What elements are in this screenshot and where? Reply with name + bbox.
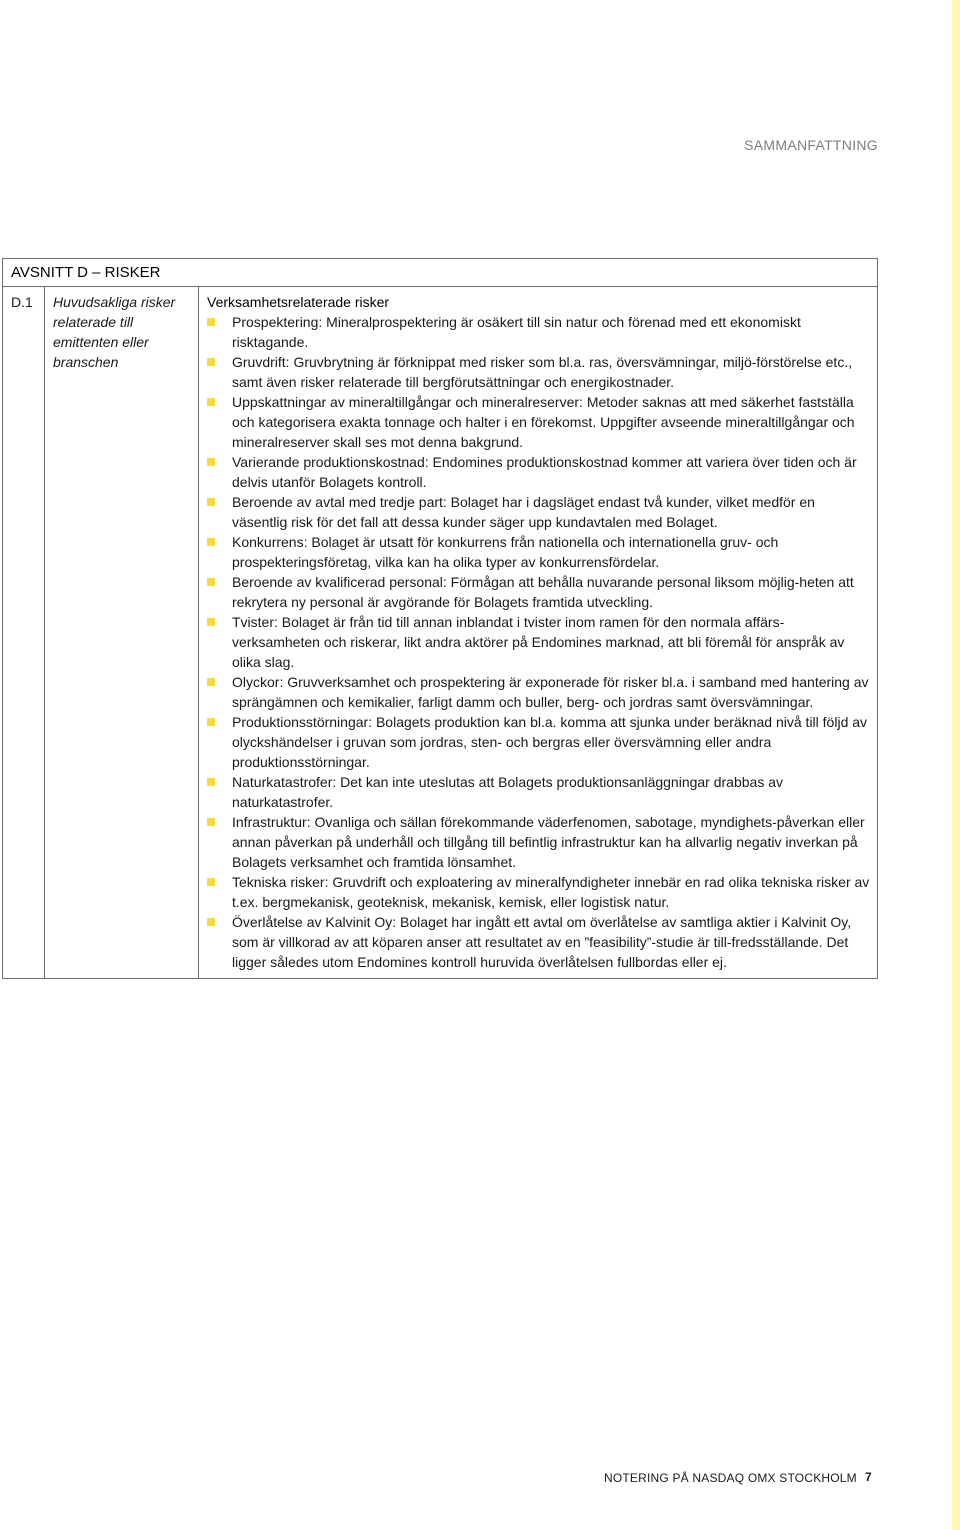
list-item-text: Konkurrens: Bolaget är utsatt för konkurrens från nationella och internationella gruv- och prospekteringsföretag, vilka kan ha olika typer av konkurrensfördelar. xyxy=(232,534,779,570)
list-item xyxy=(207,712,871,772)
square-bullet-icon xyxy=(207,618,215,626)
subheading: Verksamhetsrelaterade risker xyxy=(207,294,390,310)
list-item xyxy=(207,312,871,352)
list-item xyxy=(207,352,871,392)
risk-list xyxy=(207,312,871,972)
square-bullet-icon xyxy=(207,398,215,406)
side-color-strip xyxy=(952,0,960,1530)
list-item xyxy=(207,392,871,452)
list-item-text: Olyckor: Gruvverksamhet och prospektering är exponerade för risker bl.a. i samband med hantering av sprängämnen och kemikalier, farligt damm och buller, berg- och jordras samt översvämningar. xyxy=(232,674,869,710)
list-item-text: Produktionsstörningar: Bolagets produktion kan bl.a. komma att sjunka under beräknad nivå till följd av olyckshändelser i gruvan som jordras, sten- och bergras eller översvämning eller andra produktionsstörningar. xyxy=(232,714,868,770)
square-bullet-icon xyxy=(207,818,215,826)
list-item xyxy=(207,492,871,532)
list-item-text: Beroende av kvalificerad personal: Förmågan att behålla nuvarande personal liksom möjlig-heten att rekrytera ny personal är avgörande för Bolagets framtida utveckling. xyxy=(232,574,854,610)
row-label: Huvudsakliga risker relaterade till emittenten eller branschen xyxy=(45,287,199,978)
square-bullet-icon xyxy=(207,918,215,926)
square-bullet-icon xyxy=(207,878,215,886)
page-header-label: SAMMANFATTNING xyxy=(744,137,878,153)
list-item-text: Uppskattningar av mineraltillgångar och mineralreserver: Metoder saknas att med säkerhet fastställa och kategorisera exakta tonnage och halter i en förekomst. Uppgifter avseende mineraltillgångar och mineralreserver skall ses mot denna bakgrund. xyxy=(232,394,855,450)
list-item-text: Tekniska risker: Gruvdrift och exploatering av mineralfyndigheter innebär en rad olika tekniska risker av t.ex. bergmekanisk, geoteknisk, mekanisk, kemisk, eller logistisk natur. xyxy=(232,874,870,910)
page-number: 7 xyxy=(865,1470,872,1484)
list-item-text: Naturkatastrofer: Det kan inte uteslutas att Bolagets produktionsanläggningar drabbas av naturkatastrofer. xyxy=(232,774,783,810)
list-item xyxy=(207,912,871,972)
square-bullet-icon xyxy=(207,458,215,466)
square-bullet-icon xyxy=(207,778,215,786)
list-item-text: Prospektering: Mineralprospektering är osäkert till sin natur och förenad med ett ekonomiskt risktagande. xyxy=(232,314,801,350)
list-item-text: Överlåtelse av Kalvinit Oy: Bolaget har ingått ett avtal om överlåtelse av samtliga aktier i Kalvinit Oy, som är villkorad av att köparen anser att resultatet av en ”feasibility”-studie är till-fredsställande. Det ligger således utom Endomines kontroll huruvida överlåtelsen fullbordas eller ej. xyxy=(232,914,852,970)
row-number: D.1 xyxy=(3,287,45,978)
square-bullet-icon xyxy=(207,718,215,726)
square-bullet-icon xyxy=(207,578,215,586)
list-item xyxy=(207,812,871,872)
list-item xyxy=(207,572,871,612)
list-item xyxy=(207,672,871,712)
square-bullet-icon xyxy=(207,678,215,686)
section-title: AVSNITT D – RISKER xyxy=(3,259,877,287)
list-item xyxy=(207,452,871,492)
footer-label: NOTERING PÅ NASDAQ OMX STOCKHOLM xyxy=(604,1471,857,1485)
list-item-text: Varierande produktionskostnad: Endomines produktionskostnad kommer att variera över tiden och är delvis utanför Bolagets kontroll. xyxy=(232,454,857,490)
list-item-text: Gruvdrift: Gruvbrytning är förknippat med risker som bl.a. ras, översvämningar, miljö-förstörelse etc., samt även risker relaterade till bergförutsättningar och energikostnader. xyxy=(232,354,853,390)
square-bullet-icon xyxy=(207,538,215,546)
list-item-text: Infrastruktur: Ovanliga och sällan förekommande väderfenomen, sabotage, myndighets-påverkan eller annan påverkan på underhåll och tillgång till befintlig infrastruktur kan ha allvarlig negativ inverkan på Bolagets verksamhet och framtida lönsamhet. xyxy=(232,814,865,870)
list-item xyxy=(207,872,871,912)
list-item-text: Beroende av avtal med tredje part: Bolaget har i dagsläget endast två kunder, vilket medför en väsentlig risk för det fall att dessa kunder säger upp kundavtalen med Bolaget. xyxy=(232,494,815,530)
table-row xyxy=(3,287,877,978)
square-bullet-icon xyxy=(207,498,215,506)
risk-section-table xyxy=(2,258,878,979)
square-bullet-icon xyxy=(207,358,215,366)
list-item xyxy=(207,532,871,572)
row-content xyxy=(199,287,877,978)
list-item-text: Tvister: Bolaget är från tid till annan inblandat i tvister inom ramen för den normala affärs-verksamheten och riskerar, likt andra aktörer på Endomines marknad, att bli föremål för anspråk av olika slag. xyxy=(232,614,845,670)
list-item xyxy=(207,772,871,812)
list-item xyxy=(207,612,871,672)
square-bullet-icon xyxy=(207,318,215,326)
